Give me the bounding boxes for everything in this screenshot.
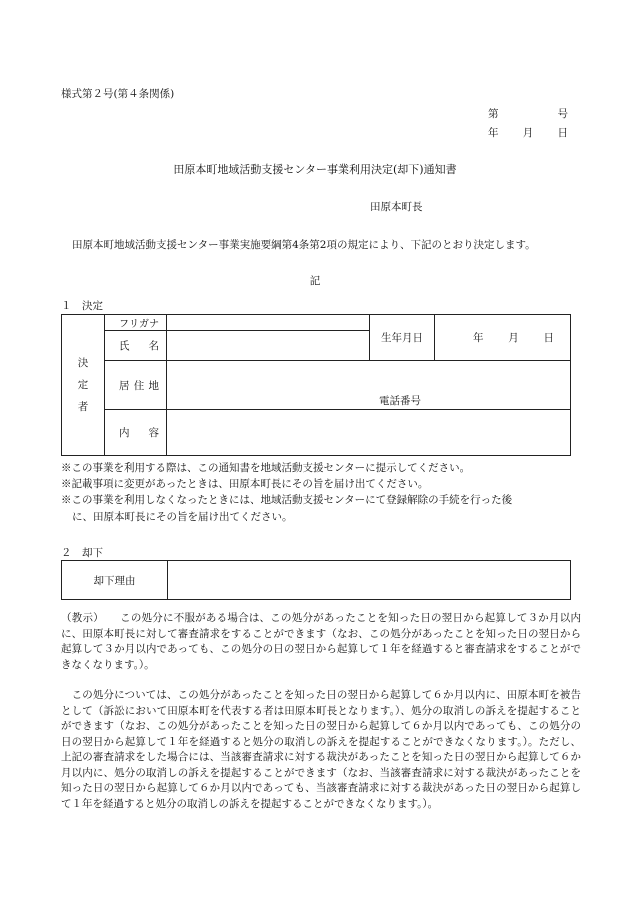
rejection-reason-label: 却下理由 (62, 561, 168, 600)
address-field[interactable] (167, 361, 571, 410)
note-item-continued: に、田原本町長にその旨を届け出てください。 (72, 511, 293, 523)
section-decision-heading: １ 決定 (61, 300, 103, 312)
decider-label: 決 定 者 (62, 315, 105, 456)
form-number: 様式第２号(第４条関係) (61, 88, 175, 100)
instruction-paragraph: この処分については、この処分があったことを知った日の翌日から起算して６か月以内に、田原本町を被告として（訴訟において田原本町を代表する者は田原本町長となります。）、処分の取消しの訴えを提起することができます（なお、この処分があったことを知った日の翌日から起算して６か月以内であっても、この処分の日の翌日から起算して１年を経過すると処分の取消しの訴えを提起することができなくなります。）。ただし、上記の審査請求をした場合には、当該審査請求に対する裁決があったことを知った日の翌日から起算して６か月以内に、処分の取消しの訴えを提起することができます（なお、当該審査請求に対する裁決があったことを知った日の翌日から起算して６か月以内であっても、当該審査請求に対する裁決があった日の翌日から起算して１年を経過すると処分の取消しの訴えを提起することができなくなります。）。 (61, 689, 581, 810)
document-title: 田原本町地域活動支援センター事業利用決定(却下)通知書 (173, 163, 457, 176)
note-item: ※この事業を利用しなくなったときには、地域活動支援センターにて登録解除の手続を行った後 (61, 494, 513, 506)
content-label: 内 容 (105, 410, 167, 456)
instruction-paragraph: （教示） この処分に不服がある場合は、この処分があったことを知った日の翌日から起算して３か月以内に、田原本町長に対して審査請求をすることができます（なお、この処分があったことを知った日の翌日から起算して３か月以内であっても、この処分の日の翌日から起算して１年を経過すると審査請求をすることができなくなります。）。 (61, 612, 581, 671)
issuer-name: 田原本町長 (370, 201, 423, 213)
note-item: ※記載事項に変更があったときは、田原本町長にその旨を届け出てください。 (61, 478, 429, 490)
date-year: 年 (488, 127, 499, 139)
furigana-field[interactable] (167, 315, 370, 331)
section-rejection-heading: ２ 却下 (61, 547, 103, 559)
note-item: ※この事業を利用する際は、この通知書を地域活動支援センターに提示してください。 (61, 462, 471, 474)
birthdate-label: 生年月日 (370, 315, 435, 361)
phone-label: 電話番号 (379, 395, 421, 407)
date-month: 月 (522, 127, 534, 139)
document-number-suffix: 号 (557, 108, 568, 120)
date-day: 日 (557, 127, 568, 139)
name-label: 氏 名 (105, 331, 167, 361)
intro-text: 田原本町地域活動支援センター事業実施要綱第4条第2項の規定により、下記のとおり決定します。 (72, 239, 536, 251)
document-number-line (488, 106, 568, 121)
address-label: 居 住 地 (105, 361, 167, 410)
content-field[interactable] (167, 410, 571, 456)
name-field[interactable] (167, 331, 370, 361)
rejection-reason-field[interactable] (168, 561, 571, 600)
rejection-table (61, 560, 571, 600)
document-date-line (488, 125, 568, 140)
furigana-label: フ リ ガ ナ (105, 315, 167, 331)
decision-table (61, 314, 571, 456)
ki-marker: 記 (309, 275, 321, 287)
birthdate-field[interactable]: 年 月 日 (435, 315, 571, 361)
document-number-prefix: 第 (488, 108, 499, 120)
